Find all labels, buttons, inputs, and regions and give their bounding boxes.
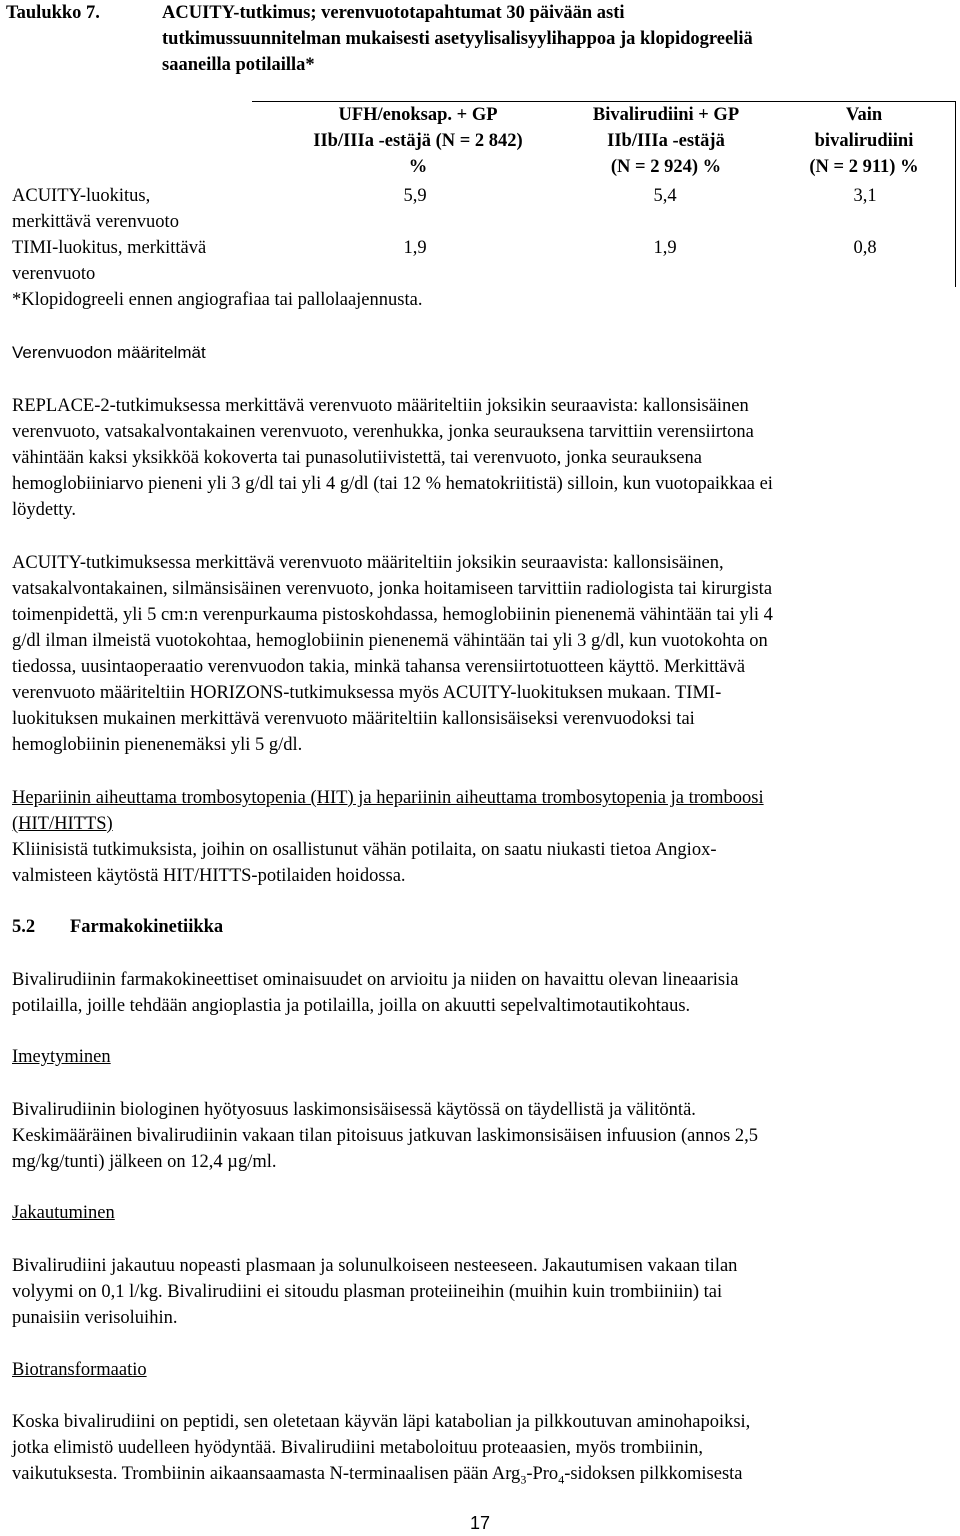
section-title-pk: Farmakokinetiikka	[70, 917, 224, 937]
paragraph-acuity: ACUITY-tutkimuksessa merkittävä verenvuoto määriteltiin joksikin seuraavista: kallonsisäinen, vatsakalvontakainen, silmänsisäinen verenvuoto, jonka hoitamiseen tarvittiin radiologista tai kirurgista toimenpidettä, yli 5 cm:n verenpurkauma pistoskohdassa, hemoglobiinin pienenemä vähintään tai yli 4 g/dl ilman ilmeistä vuotokohtaa, hemoglobiinin pienenemä vähintään tai yli 3 g/dl, kun vuotokohta on tiedossa, uusintaoperaatio verenvuodon takia, minkä tahansa verensiirtotuotteen käyttö. Merkittävä verenvuoto määriteltiin HORIZONS-tutkimuksessa myös ACUITY-luokituksen mukaan. TIMI- luokituksen mukainen merkittävä verenvuoto määriteltiin kallonsisäiseksi verenvuodoksi tai hemoglobiinin pienenemäksi yli 5 g/dl.	[12, 553, 773, 755]
paragraph-replace2: REPLACE-2-tutkimuksessa merkittävä verenvuoto määriteltiin joksikin seuraavista: kallonsisäinen verenvuoto, vatsakalvontakainen verenvuoto, verenhukka, jonka seurauksena tarvittiin verensiirtona vähintään kaksi yksikköä kokoverta tai punasolutiivistettä, tai verenvuoto, jonka seurauksena hemoglobiiniarvo pieneni yli 3 g/dl tai yli 4 g/dl (tai 12 % hematokriitistä) silloin, kun vuotopaikkaa ei löydetty.	[12, 396, 773, 520]
table-cell: 5,9	[403, 186, 427, 206]
row-label-acuity: ACUITY-luokitus, merkittävä verenvuoto	[12, 186, 179, 232]
page-number: 17	[469, 1513, 491, 1533]
table-cell: 0,8	[853, 238, 877, 258]
table-right-border	[955, 101, 956, 287]
section-number: 5.2	[12, 917, 36, 937]
table-caption	[162, 0, 942, 78]
table-cell: 3,1	[853, 186, 877, 206]
caption-line: saaneilla potilailla*	[162, 55, 315, 75]
paragraph-hit: Kliinisistä tutkimuksista, joihin on osallistunut vähän potilaita, on saatu niukasti tietoa Angiox- valmisteen käytöstä HIT/HITTS-potilaiden hoidossa.	[12, 840, 717, 886]
table-cell: 5,4	[653, 186, 677, 206]
table-cell: 1,9	[653, 238, 677, 258]
subheading-biotransformation: Biotransformaatio	[12, 1360, 147, 1380]
line-with-subscripts: vaikutuksesta. Trombiinin aikaansaamasta N-terminaalisen pään Arg$_3$-Pro$_4$-sidoksen pilkkomisesta	[12, 1464, 743, 1487]
row-label-timi: TIMI-luokitus, merkittävä verenvuoto	[12, 238, 207, 284]
paragraph-biotransformation: Koska bivalirudiini on peptidi, sen oletetaan käyvän läpi katabolian ja pilkkoutuvan aminohapoiksi, jotka elimistö uudelleen hyödyntää. Bivalirudiini metaboloituu proteaasien, myös trombiinin, vaikutuksesta. Trombiinin aikaansaamasta N-terminaalisen pään Arg$_3$-Pro$_4$-sidoksen pilkkomisesta	[12, 1409, 948, 1493]
caption-line: tutkimussuunnitelman mukaisesti asetyylisalisyylihappoa ja klopidogreeliä	[162, 29, 753, 49]
paragraph-distribution: Bivalirudiini jakautuu nopeasti plasmaan ja solunulkoiseen nesteeseen. Jakautumisen vakaan tilan volyymi on 0,1 l/kg. Bivalirudiini ei sitoudu plasman proteiineihin (muihin kuin trombiiniin) tai punaisiin verisoluihin.	[12, 1256, 738, 1328]
subheading-distribution: Jakautuminen	[12, 1203, 115, 1223]
table-label: Taulukko 7.	[6, 3, 100, 23]
table-footnote: *Klopidogreeli ennen angiografiaa tai pallolaajennusta.	[12, 290, 423, 310]
table-cell: 1,9	[403, 238, 427, 258]
column-header-ufh: UFH/enoksap. + GP IIb/IIIa -estäjä (N = 2 842) %	[313, 105, 523, 177]
column-header-bivalirudiini-gp: Bivalirudiini + GP IIb/IIIa -estäjä (N = 2 924) %	[592, 105, 740, 177]
section-heading-definitions: Verenvuodon määritelmät	[12, 343, 206, 362]
caption-line: ACUITY-tutkimus; verenvuototapahtumat 30 päivään asti	[162, 3, 625, 23]
subheading-absorption: Imeytyminen	[12, 1047, 111, 1067]
section-heading-hit: Hepariinin aiheuttama trombosytopenia (HIT) ja hepariinin aiheuttama trombosytopenia ja tromboosi (HIT/HITTS)	[12, 788, 764, 834]
column-header-vain-bivalirudiini: Vain bivalirudiini (N = 2 911) %	[809, 105, 919, 177]
paragraph-pk-intro: Bivalirudiinin farmakokineettiset ominaisuudet on arvioitu ja niiden on havaittu olevan lineaarisia potilailla, joille tehdään angioplastia ja potilailla, joilla on akuutti sepelvaltimotautikohtaus.	[12, 970, 739, 1016]
paragraph-absorption: Bivalirudiinin biologinen hyötyosuus laskimonsisäisessä käytössä on täydellistä ja välitöntä. Keskimääräinen bivalirudiinin vakaan tilan pitoisuus jatkuvan laskimonsisäisen infuusion (annos 2,5 mg/kg/tunti) jälkeen on 12,4 µg/ml.	[12, 1100, 759, 1172]
